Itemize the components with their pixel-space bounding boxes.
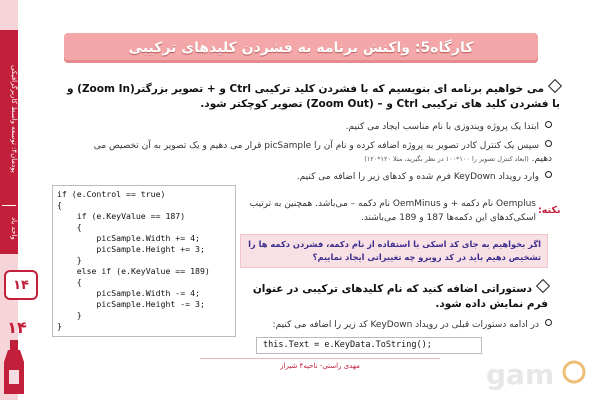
footer-author: مهدی راستی- ناحیه۴ شیراز — [200, 358, 440, 373]
sidebar-chapter-text: پودمان۴: توسعه واسط کاربرگرافیکی — [10, 65, 18, 173]
code-line: picSample.Height -= 3; — [57, 299, 205, 309]
circle-bullet-icon — [545, 171, 552, 178]
code-line: if (e.Control == true) — [57, 189, 166, 199]
step-item — [82, 140, 552, 166]
page-title: کارگاه5: واکنش برنامه به فشردن کلیدهای ترکیبی — [64, 33, 538, 63]
code-line: if (e.KeyValue == 187) — [57, 211, 186, 221]
code-line: else if (e.KeyValue == 189) — [57, 266, 210, 276]
bottle-icon — [2, 340, 26, 396]
code-line: } — [57, 255, 82, 265]
step-text: وارد رویداد KeyDown فرم شده و کدهای زیر را اضافه می کنیم. — [296, 172, 539, 182]
page-number: ۱۴ — [7, 318, 27, 337]
diamond-bullet-icon — [536, 279, 550, 293]
step-text: در ادامه دستورات قبلی در رویداد KeyDown کد زیر را اضافه می کنیم: — [272, 320, 539, 330]
code-line: picSample.Height += 3; — [57, 244, 205, 254]
step-item — [172, 121, 552, 134]
circle-bullet-icon — [545, 121, 552, 128]
code-block — [52, 185, 236, 337]
circle-bullet-icon — [545, 319, 552, 326]
watermark-logo-icon — [478, 352, 588, 392]
second-bullet — [248, 282, 548, 312]
note-text: Oemplus نام دکمه + و OemMinus نام دکمه – می‌باشد. همچنین به ترتیب اسکی‌کدهای این دکمه‌ها 187 و 189 می‌باشند. — [249, 199, 536, 223]
question-box: اگر بخواهیم به جای کد اسکی با استفاده از نام دکمه، فشردن دکمه ها را تشخیص دهیم باید در کد روبرو چه تغییراتی ایجاد نماییم؟ — [240, 234, 548, 268]
chapter-badge: ۱۴ — [4, 270, 38, 300]
step-text: سپس یک کنترل کادر تصویر به پروژه اضافه کرده و نام آن را picSample قرار می دهیم و یک تصویر به آن تخصیص می دهیم. — [93, 141, 552, 164]
diamond-bullet-icon — [548, 79, 562, 93]
step-item — [212, 319, 552, 332]
step-text: ابتدا یک پروژه ویندوزی با نام مناسب ایجاد می کنیم. — [345, 122, 539, 132]
code-line-box: this.Text = e.KeyData.ToString(); — [256, 337, 482, 354]
svg-text:gam: gam — [486, 358, 555, 391]
code-line: picSample.Width -= 4; — [57, 288, 200, 298]
code-line: } — [57, 321, 62, 331]
second-bullet-text: دستوراتی اضافه کنید که نام کلیدهای ترکیبی در عنوان فرم نمایش داده شود. — [252, 283, 548, 310]
step-item — [252, 171, 552, 184]
main-bullet — [65, 82, 560, 112]
code-line: { — [57, 277, 82, 287]
code-line: { — [57, 200, 62, 210]
code-line: { — [57, 222, 82, 232]
step-small-note: (ابعاد کنترل تصویر را ۱۰۰*۱۰۰ در نظر بگیرید، مثلا ۱۲۰*۱۲۰) — [364, 155, 529, 163]
circle-bullet-icon — [545, 140, 552, 147]
code-line: } — [57, 310, 82, 320]
sidebar-unit-text: واحد یاد — [10, 216, 18, 240]
sidebar-divider — [2, 205, 16, 206]
main-bullet-text: می خواهیم برنامه ای بنویسیم که با فشردن کلید ترکیبی Ctrl و + تصویر بزرگتر(Zoom In) و با فشردن کلید های ترکیبی Ctrl و – (Zoom Out) تصویر کوچکتر شود. — [66, 83, 560, 110]
code-line: picSample.Width += 4; — [57, 233, 200, 243]
note-label: نکته: — [538, 205, 561, 216]
